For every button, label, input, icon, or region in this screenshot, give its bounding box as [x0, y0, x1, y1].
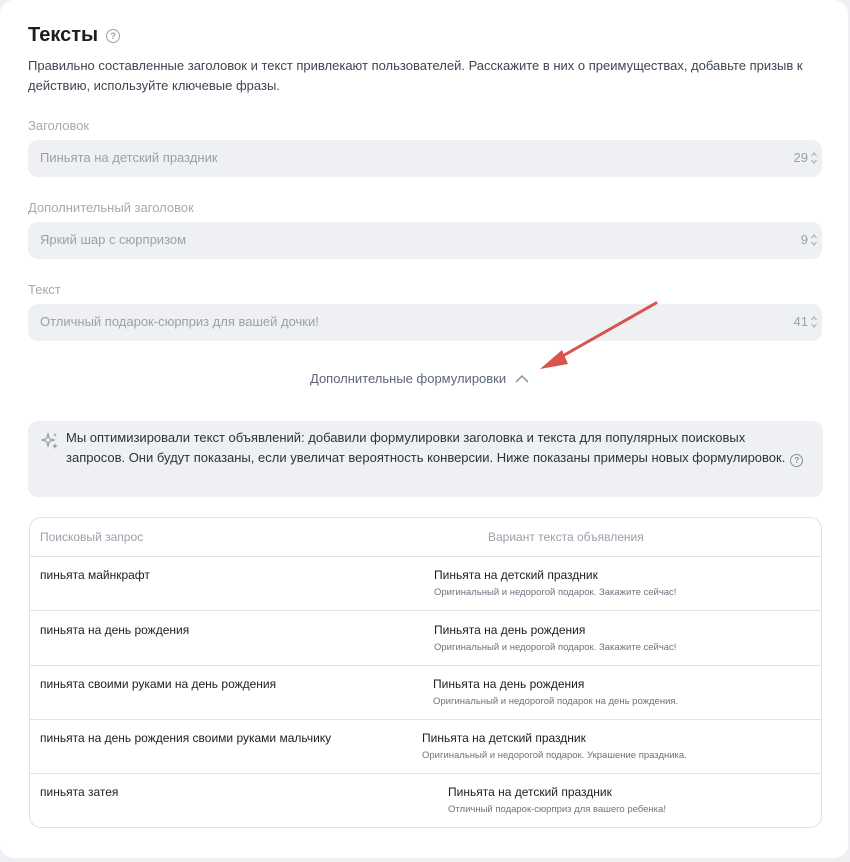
table-header: [30, 518, 821, 557]
row-ad-title: Пиньята на день рождения: [434, 623, 586, 637]
row-query: пиньята затея: [40, 785, 119, 799]
sparkle-icon: [41, 432, 59, 455]
row-query: пиньята майнкрафт: [40, 568, 150, 582]
row-ad-title: Пиньята на детский праздник: [422, 731, 586, 745]
spinner-icon: [810, 150, 818, 166]
header-query: Поисковый запрос: [40, 530, 144, 544]
row-ad-title: Пиньята на день рождения: [433, 677, 585, 691]
table-row: [30, 611, 821, 666]
row-ad-text: Оригинальный и недорогой подарок. Закажите сейчас!: [434, 642, 677, 653]
extra-headline-label: Дополнительный заголовок: [28, 200, 194, 215]
extra-headline-value: Яркий шар с сюрпризом: [40, 232, 187, 247]
section-title: Тексты: [28, 24, 99, 46]
optimization-info-box: [28, 421, 823, 497]
row-query: пиньята на день рождения своими руками мальчику: [40, 731, 332, 745]
extra-headline-field[interactable]: [28, 222, 822, 259]
annotation-arrow-icon: [538, 300, 660, 377]
row-ad-text: Оригинальный и недорогой подарок. Закажите сейчас!: [434, 587, 677, 598]
row-ad-text: Оригинальный и недорогой подарок. Украшение праздника.: [422, 750, 687, 761]
extra-headline-char-count: 9: [800, 232, 808, 247]
more-formulations-label: Дополнительные формулировки: [310, 371, 507, 386]
text-label: Текст: [28, 282, 61, 297]
help-icon[interactable]: ?: [106, 29, 120, 43]
section-header: [28, 24, 120, 47]
info-text-block: [66, 428, 806, 468]
row-ad-title: Пиньята на детский праздник: [434, 568, 598, 582]
examples-table: [29, 517, 822, 828]
header-variant: Вариант текста объявления: [488, 530, 644, 544]
row-ad-title: Пиньята на детский праздник: [448, 785, 612, 799]
table-row: [30, 556, 821, 611]
headline-char-count: 29: [793, 150, 808, 165]
help-icon[interactable]: ?: [790, 454, 803, 467]
spinner-icon: [810, 232, 818, 248]
table-row: [30, 719, 821, 774]
headline-value: Пиньята на детский праздник: [40, 150, 218, 165]
chevron-up-icon: [515, 371, 529, 386]
headline-label: Заголовок: [28, 118, 90, 133]
row-ad-text: Оригинальный и недорогой подарок на день рождения.: [433, 696, 679, 707]
row-ad-text: Отличный подарок-сюрприз для вашего ребенка!: [448, 804, 666, 815]
table-row: [30, 773, 821, 827]
text-char-count: 41: [793, 314, 808, 329]
more-formulations-toggle[interactable]: [310, 371, 529, 386]
table-row: [30, 665, 821, 720]
section-description: Правильно составленные заголовок и текст привлекают пользователей. Расскажите в них о преимуществах, добавьте призыв к действию, используйте ключевые фразы.: [28, 58, 803, 93]
row-query: пиньята своими руками на день рождения: [40, 677, 277, 691]
text-value: Отличный подарок-сюрприз для вашей дочки!: [40, 314, 319, 329]
spinner-icon: [810, 314, 818, 330]
text-field[interactable]: [28, 304, 822, 341]
headline-field[interactable]: [28, 140, 822, 177]
info-text: Мы оптимизировали текст объявлений: добавили формулировки заголовка и текста для популярных поисковых запросов. Они будут показаны, если увеличат вероятность конверсии. Ниже показаны примеры новых формулировок.: [66, 430, 786, 465]
row-query: пиньята на день рождения: [40, 623, 190, 637]
